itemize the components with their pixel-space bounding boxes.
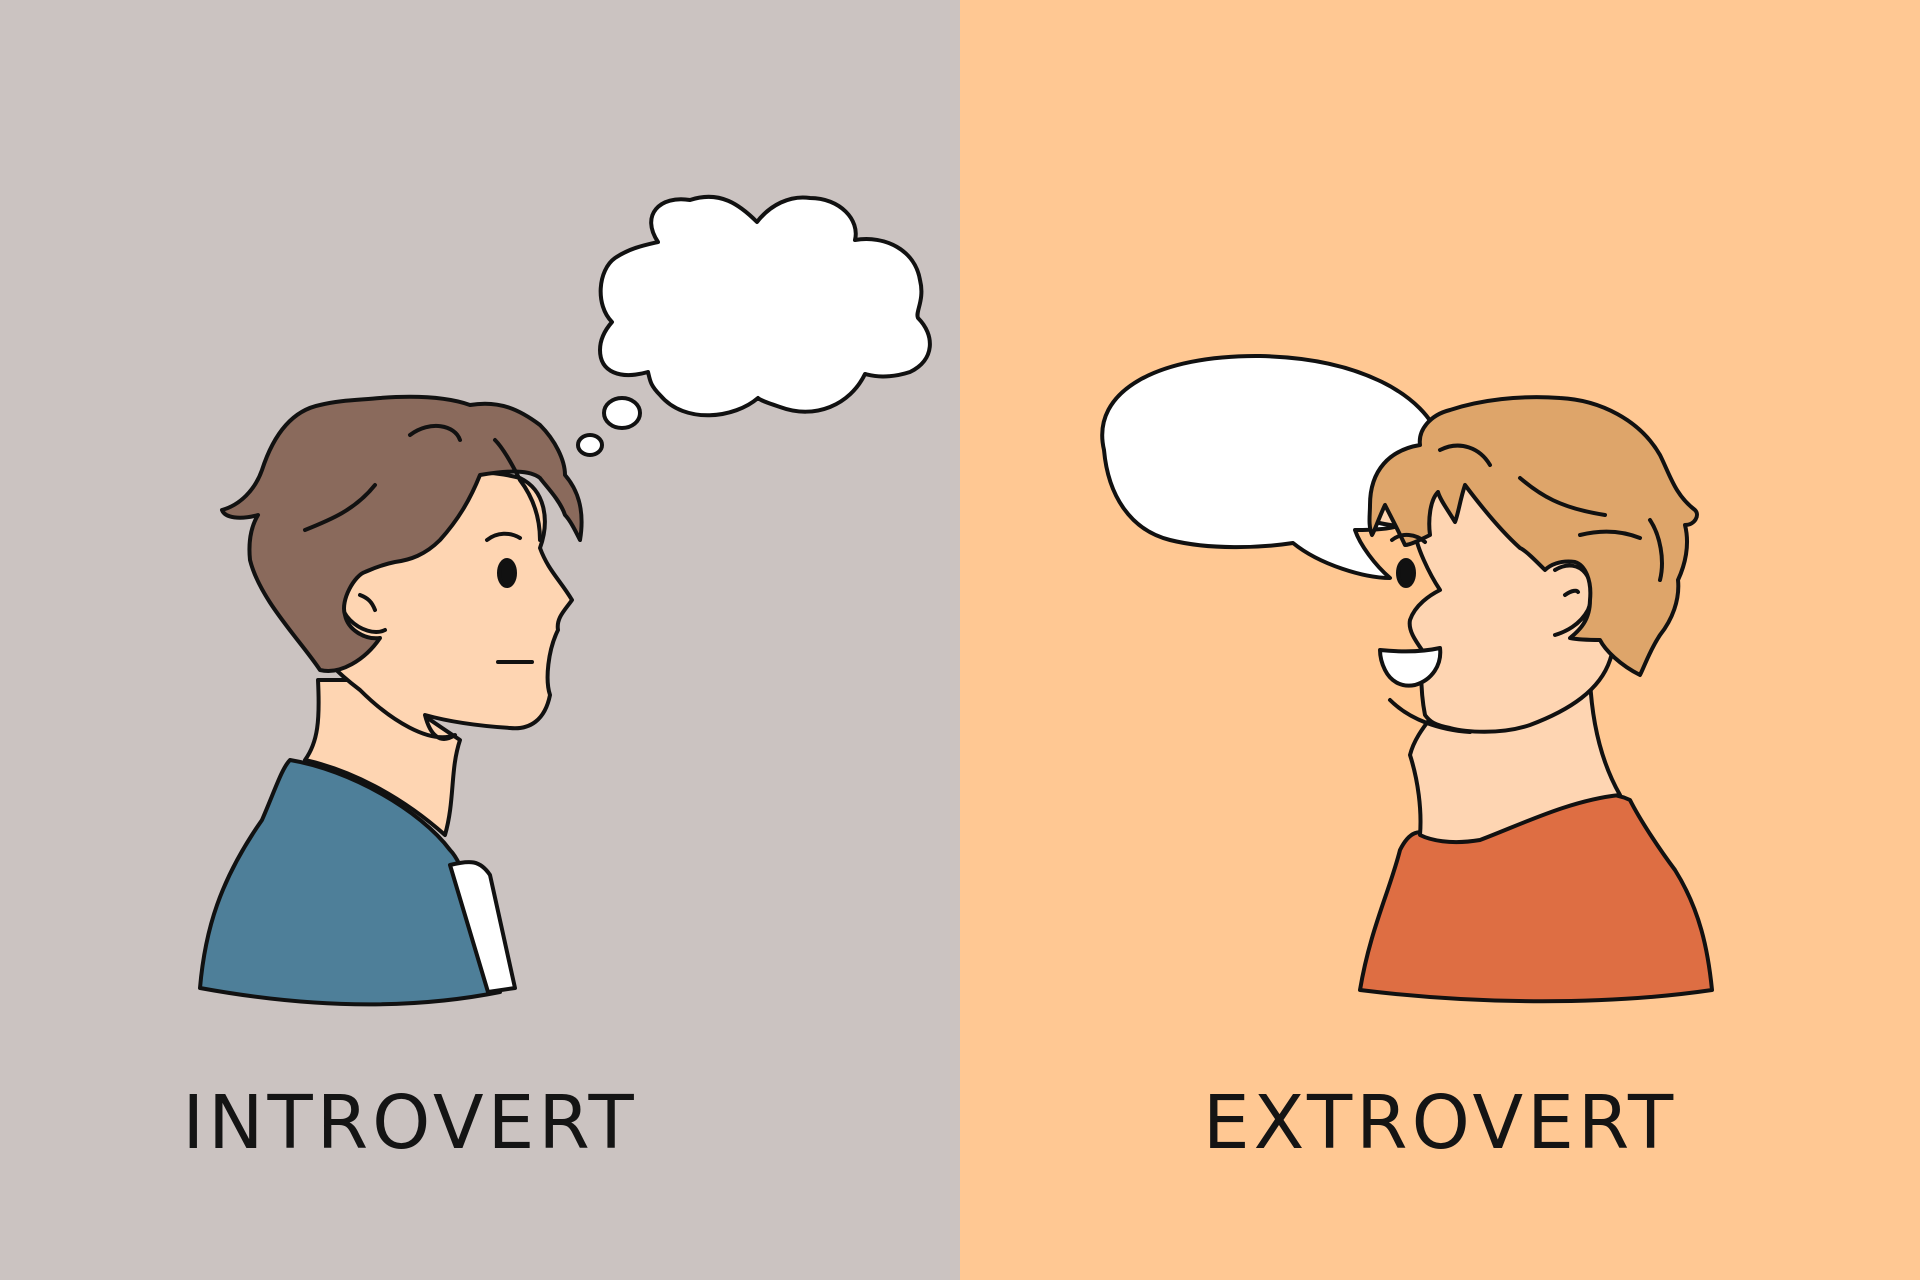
thought-dot-large xyxy=(604,398,640,428)
extrovert-panel xyxy=(960,0,1920,1280)
thought-dot-small xyxy=(578,435,602,455)
extrovert-label: EXTROVERT xyxy=(1202,1080,1678,1166)
extrovert-shirt xyxy=(1360,794,1712,1001)
introvert-label: INTROVERT xyxy=(182,1080,638,1166)
introvert-eye xyxy=(499,560,515,586)
thought-bubble-icon xyxy=(600,197,930,415)
extrovert-eye xyxy=(1398,560,1414,586)
